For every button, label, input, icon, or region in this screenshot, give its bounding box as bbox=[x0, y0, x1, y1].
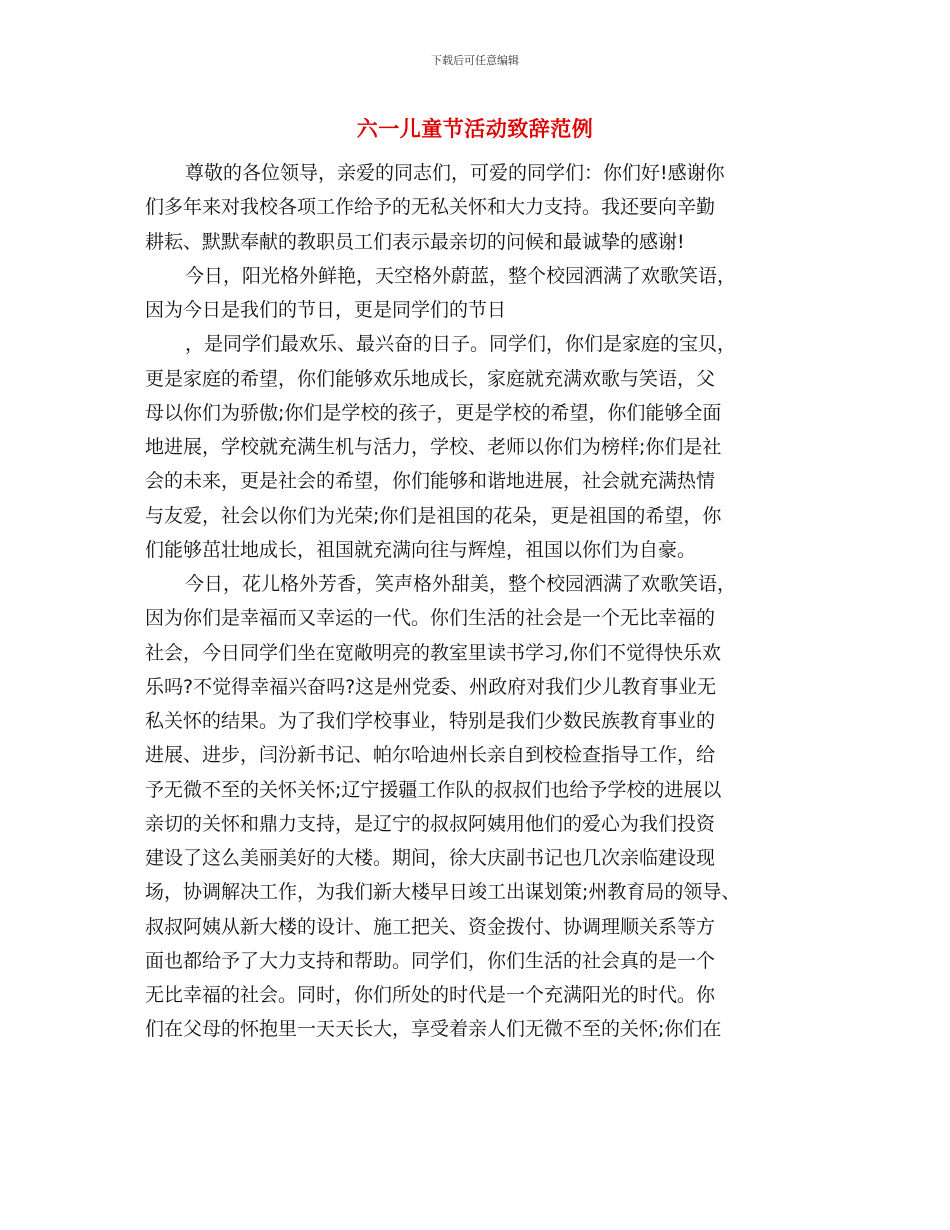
body-line: 无比幸福的社会。同时，你们所处的时代是一个充满阳光的时代。你 bbox=[145, 984, 716, 1006]
body-line: 进展、进步，闫汾新书记、帕尔哈迪州长亲自到校检查指导工作，给 bbox=[145, 744, 716, 767]
body-line: 耕耘、默默奉献的教职员工们表示最亲切的问候和最诚挚的感谢! bbox=[145, 230, 685, 253]
body-line: 亲切的关怀和鼎力支持，是辽宁的叔叔阿姨用他们的爱心为我们投资 bbox=[145, 812, 716, 835]
body-line: 因为你们是幸福而又幸运的一代。你们生活的社会是一个无比幸福的 bbox=[145, 607, 716, 630]
body-line: 母以你们为骄傲;你们是学校的孩子，更是学校的希望，你们能够全面 bbox=[145, 401, 722, 424]
body-line: 乐吗?不觉得幸福兴奋吗?这是州党委、州政府对我们少儿教育事业无 bbox=[145, 675, 717, 698]
body-line: 今日，阳光格外鲜艳，天空格外蔚蓝，整个校园洒满了欢歌笑语， bbox=[185, 264, 737, 287]
body-line: 们在父母的怀抱里一天天长大，享受着亲人们无微不至的关怀;你们在 bbox=[145, 1018, 722, 1041]
body-line: 今日，花儿格外芳香，笑声格外甜美，整个校园洒满了欢歌笑语， bbox=[185, 573, 737, 595]
body-line: 场，协调解决工作，为我们新大楼早日竣工出谋划策;州教育局的领导、 bbox=[145, 881, 741, 904]
body-line: ，是同学们最欢乐、最兴奋的日子。同学们，你们是家庭的宝贝， bbox=[185, 333, 737, 356]
body-line: 尊敬的各位领导，亲爱的同志们，可爱的同学们：你们好!感谢你 bbox=[185, 162, 725, 184]
header-note: 下载后可任意编辑 bbox=[431, 54, 519, 67]
body-line: 叔叔阿姨从新大楼的设计、施工把关、资金拨付、协调理顺关系等方 bbox=[145, 915, 716, 938]
body-line: 地进展，学校就充满生机与活力，学校、老师以你们为榜样;你们是社 bbox=[145, 436, 722, 458]
body-line: 更是家庭的希望，你们能够欢乐地成长，家庭就充满欢歌与笑语，父 bbox=[145, 367, 716, 390]
body-line: 们多年来对我校各项工作给予的无私关怀和大力支持。我还要向辛勤 bbox=[145, 196, 716, 219]
body-line: 会的未来，更是社会的希望，你们能够和谐地进展，社会就充满热情 bbox=[145, 470, 716, 493]
body-line: 们能够茁壮地成长，祖国就充满向往与辉煌，祖国以你们为自豪。 bbox=[145, 538, 697, 561]
document-body bbox=[145, 156, 825, 1047]
body-line: 私关怀的结果。为了我们学校事业，特别是我们少数民族教育事业的 bbox=[145, 710, 716, 732]
body-line: 予无微不至的关怀关怀;辽宁援疆工作队的叔叔们也给予学校的进展以 bbox=[145, 778, 722, 801]
body-line: 与友爱，社会以你们为光荣;你们是祖国的花朵，更是祖国的希望，你 bbox=[145, 504, 722, 527]
body-line: 社会，今日同学们坐在宽敞明亮的教室里读书学习,你们不觉得快乐欢 bbox=[145, 641, 722, 664]
document-title: 六一儿童节活动致辞范例 bbox=[356, 117, 594, 141]
body-line: 建设了这么美丽美好的大楼。期间，徐大庆副书记也几次亲临建设现 bbox=[145, 847, 716, 869]
body-line: 面也都给予了大力支持和帮助。同学们，你们生活的社会真的是一个 bbox=[145, 949, 716, 972]
body-line: 因为今日是我们的节日，更是同学们的节日 bbox=[145, 299, 507, 321]
